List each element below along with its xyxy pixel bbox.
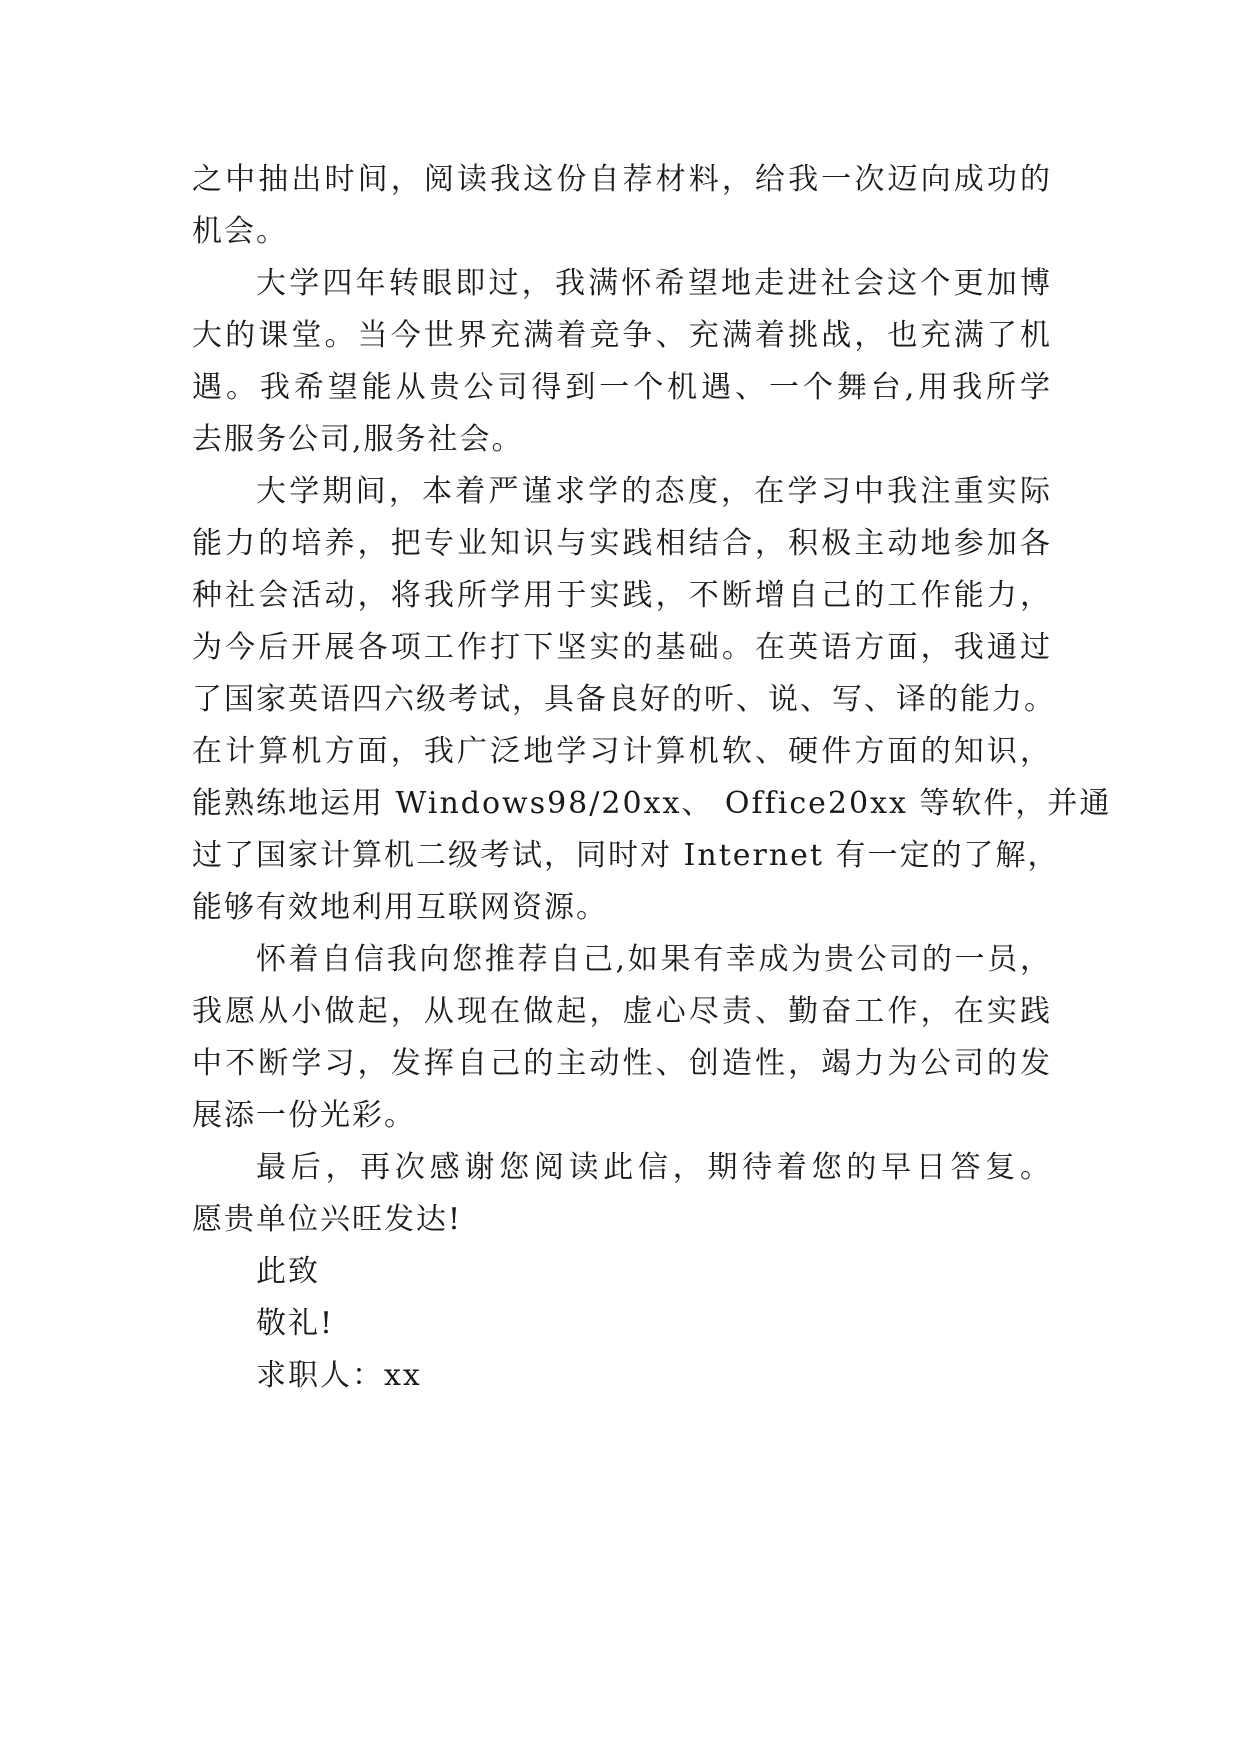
closing-salutation: 此致 [256,1254,320,1289]
signature-line: 求职人：xx [256,1358,422,1393]
text-line: 在计算机方面，我广泛地学习计算机软、硬件方面的知识， [192,734,1052,769]
text-line: 能力的培养，把专业知识与实践相结合，积极主动地参加各 [192,526,1052,561]
text-line: 了国家英语四六级考试，具备良好的听、说、写、译的能力。 [192,682,1056,717]
text-line: 愿贵单位兴旺发达! [192,1202,463,1237]
text-line: 过了国家计算机二级考试，同时对 Internet 有一定的了解， [192,838,1060,873]
text-line: 我愿从小做起，从现在做起，虚心尽责、勤奋工作，在实践 [192,994,1052,1029]
text-line: 中不断学习，发挥自己的主动性、创造性，竭力为公司的发 [192,1046,1052,1081]
closing-regards: 敬礼! [256,1306,335,1341]
text-line: 能熟练地运用 Windows98/20xx、 Office20xx 等软件，并通 [192,786,1112,821]
text-line: 种社会活动，将我所学用于实践，不断增自己的工作能力， [192,578,1052,613]
text-line: 展添一份光彩。 [192,1098,416,1133]
paragraph-start-line: 大学四年转眼即过，我满怀希望地走进社会这个更加博 [256,266,1052,301]
text-line: 为今后开展各项工作打下坚实的基础。在英语方面，我通过 [192,630,1052,665]
paragraph-start-line: 怀着自信我向您推荐自己,如果有幸成为贵公司的一员， [256,942,1052,977]
text-line: 大的课堂。当今世界充满着竞争、充满着挑战，也充满了机 [192,318,1052,353]
paragraph-start-line: 最后，再次感谢您阅读此信，期待着您的早日答复。 [256,1150,1052,1185]
text-line: 遇。我希望能从贵公司得到一个机遇、一个舞台,用我所学 [192,370,1052,405]
paragraph-start-line: 大学期间，本着严谨求学的态度，在学习中我注重实际 [256,474,1052,509]
text-line: 机会。 [192,214,288,249]
text-line: 去服务公司,服务社会。 [192,422,524,457]
text-line: 之中抽出时间，阅读我这份自荐材料，给我一次迈向成功的 [192,162,1052,197]
text-line: 能够有效地利用互联网资源。 [192,890,608,925]
